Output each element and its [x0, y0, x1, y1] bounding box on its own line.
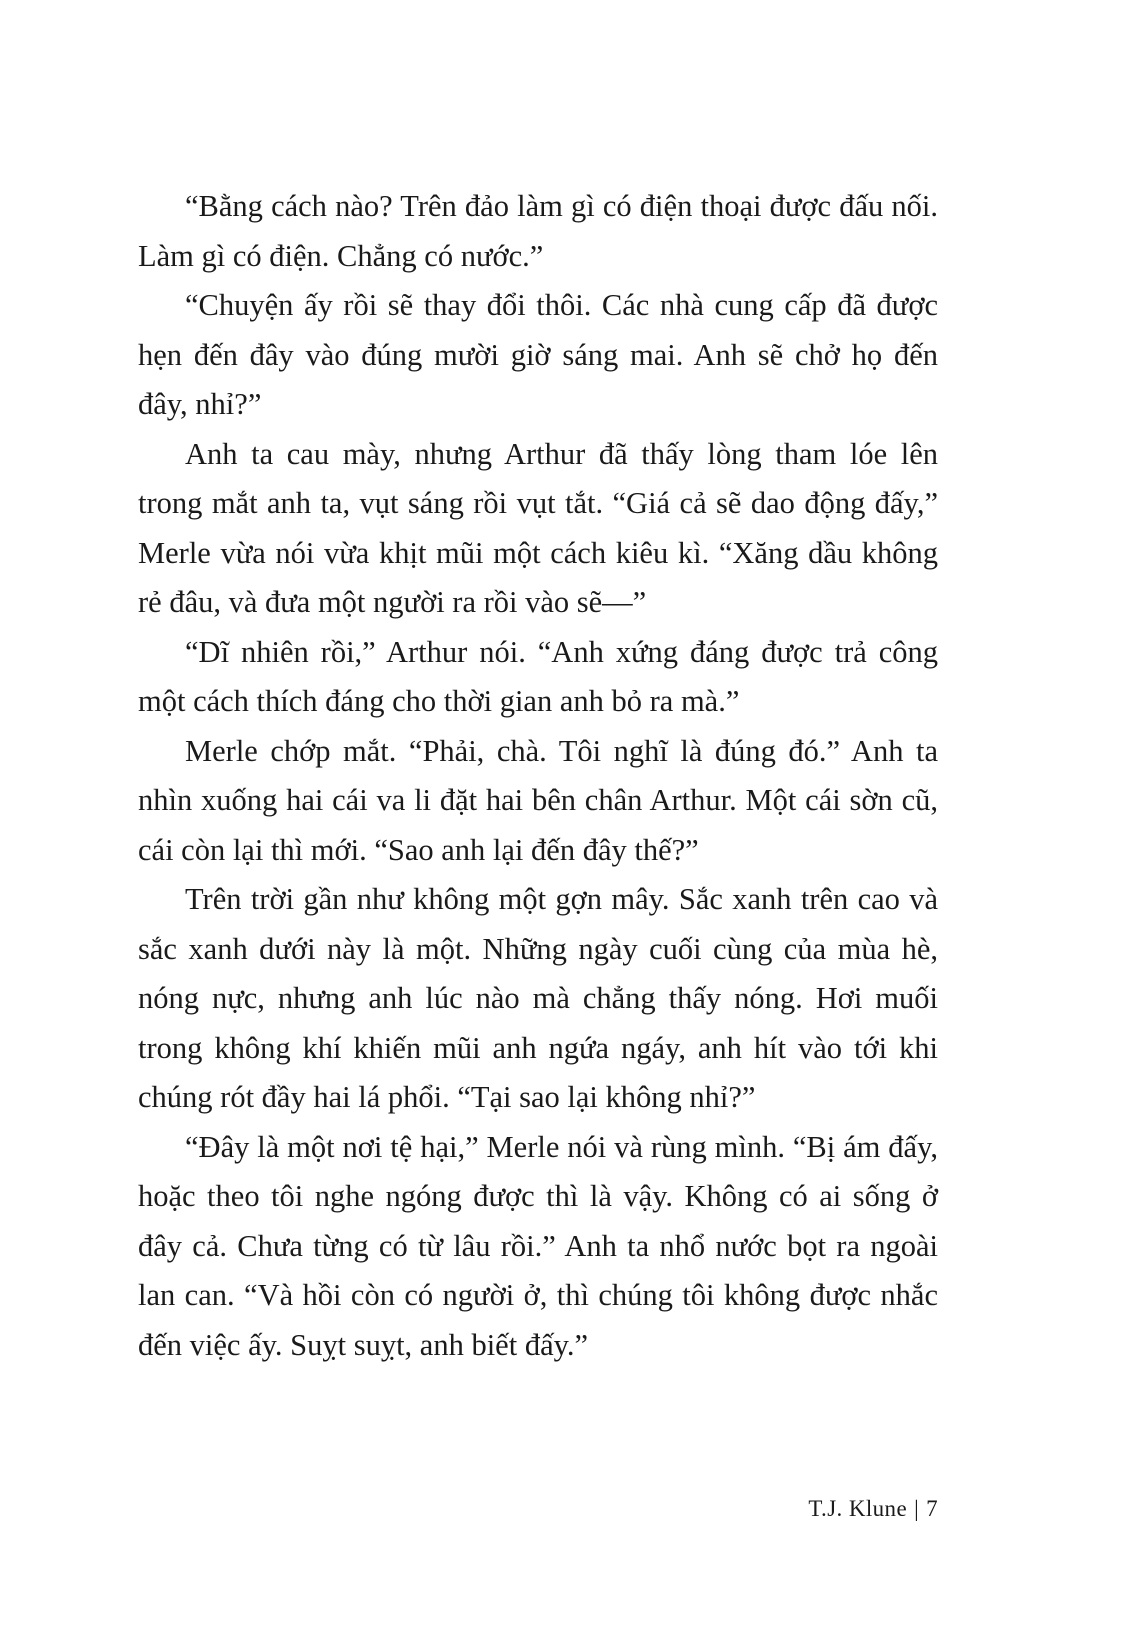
paragraph-2: “Chuyện ấy rồi sẽ thay đổi thôi. Các nhà cung cấp đã được hẹn đến đây vào đúng mười giờ sáng mai. Anh sẽ chở họ đến đây, nhỉ?”	[138, 288, 938, 421]
footer-separator: |	[914, 1496, 920, 1521]
paragraph-1: “Bằng cách nào? Trên đảo làm gì có điện thoại được đấu nối. Làm gì có điện. Chẳng có nước.”	[138, 189, 938, 273]
paragraph-6: Trên trời gần như không một gợn mây. Sắc xanh trên cao và sắc xanh dưới này là một. Những ngày cuối cùng của mùa hè, nóng nực, nhưng anh lúc nào mà chẳng thấy nóng. Hơi muối trong không khí khiến mũi anh ngứa ngáy, anh hít vào tới khi chúng rót đầy hai lá phổi. “Tại sao lại không nhỉ?”	[138, 882, 938, 1114]
paragraph-3: Anh ta cau mày, nhưng Arthur đã thấy lòng tham lóe lên trong mắt anh ta, vụt sáng rồi vụt tắt. “Giá cả sẽ dao động đấy,” Merle vừa nói vừa khịt mũi một cách kiêu kì. “Xăng dầu không rẻ đâu, và đưa một người ra rồi vào sẽ—”	[138, 436, 938, 619]
footer-author: T.J. Klune	[808, 1496, 908, 1521]
page-text-column	[138, 182, 938, 1370]
paragraph-4: “Dĩ nhiên rồi,” Arthur nói. “Anh xứng đáng được trả công một cách thích đáng cho thời gian anh bỏ ra mà.”	[138, 634, 938, 718]
page-footer	[138, 1494, 938, 1524]
footer-page-number: 7	[926, 1496, 938, 1521]
paragraph-7: “Đây là một nơi tệ hại,” Merle nói và rùng mình. “Bị ám đấy, hoặc theo tôi nghe ngóng được thì là vậy. Không có ai sống ở đây cả. Chưa từng có từ lâu rồi.” Anh ta nhổ nước bọt ra ngoài lan can. “Và hồi còn có người ở, thì chúng tôi không được nhắc đến việc ấy. Suỵt suỵt, anh biết đấy.”	[138, 1129, 938, 1362]
paragraph-5: Merle chớp mắt. “Phải, chà. Tôi nghĩ là đúng đó.” Anh ta nhìn xuống hai cái va li đặt hai bên chân Arthur. Một cái sờn cũ, cái còn lại thì mới. “Sao anh lại đến đây thế?”	[138, 733, 938, 867]
